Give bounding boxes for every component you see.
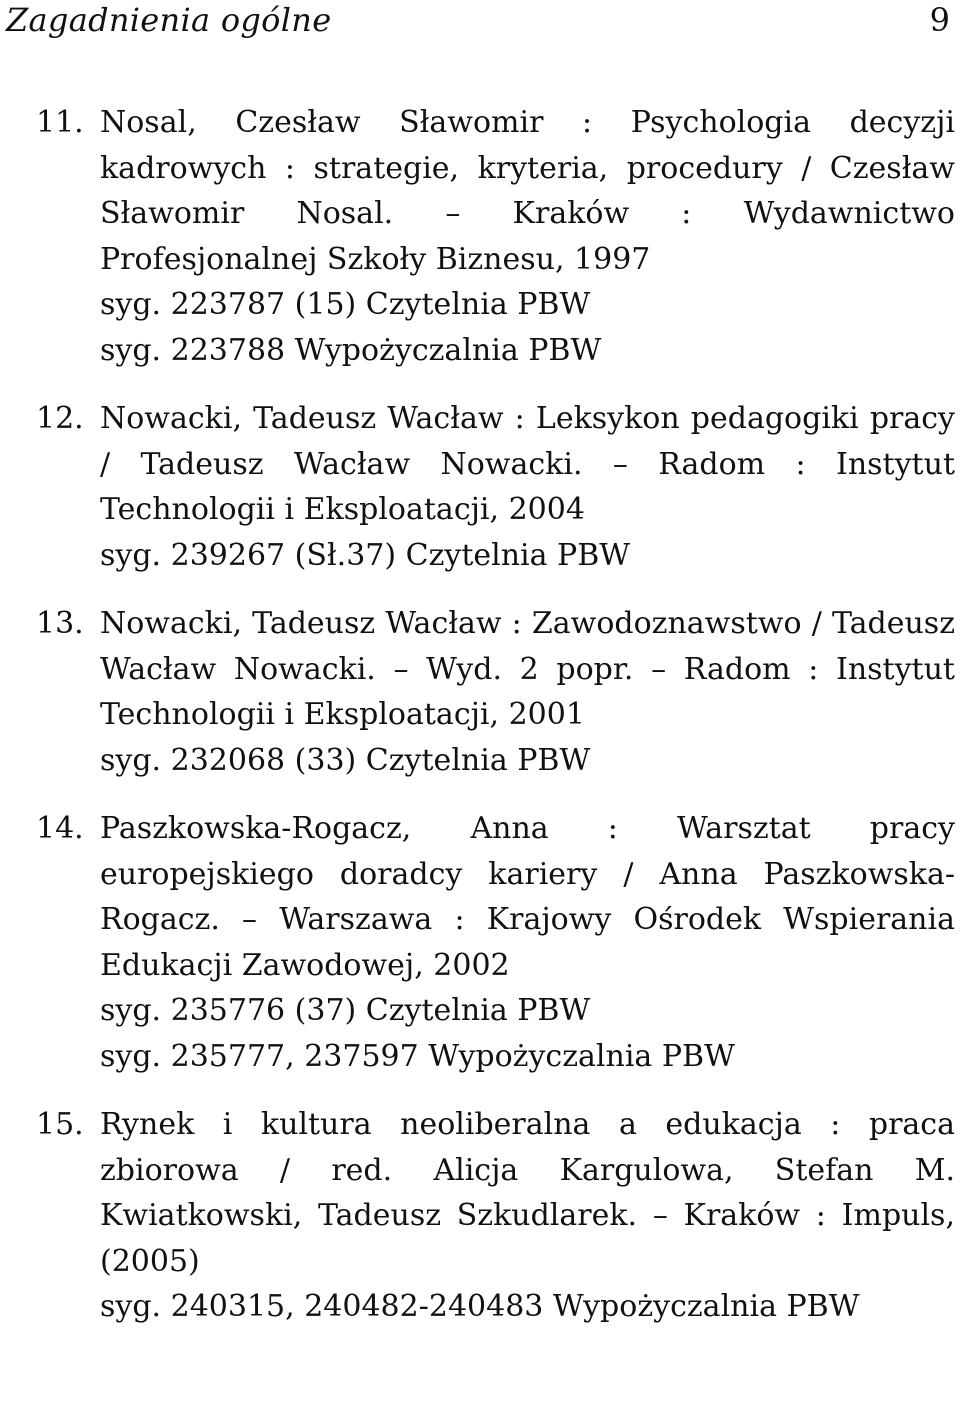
chapter-title: Zagadnienia ogólne	[6, 1, 332, 39]
entry-description: Nowacki, Tadeusz Wacław : Zawodoznawstwo / Tadeusz Wacław Nowacki. – Wyd. 2 popr. – Radom : Instytut Technologii i Eksploatacji, 2001	[100, 606, 955, 732]
call-number: syg. 232068 (33) Czytelnia PBW	[100, 742, 591, 778]
bibliography-entry-12	[0, 396, 955, 578]
bibliography-entry-13	[0, 601, 955, 783]
entry-description: Paszkowska-Rogacz, Anna : Warsztat pracy europejskiego doradcy kariery / Anna Paszkowska-Rogacz. – Warszawa : Krajowy Ośrodek Wspierania Edukacji Zawodowej, 2002	[100, 811, 955, 983]
entry-number: 14.	[36, 811, 84, 846]
call-number: syg. 239267 (Sł.37) Czytelnia PBW	[100, 537, 631, 573]
call-number: syg. 223788 Wypożyczalnia PBW	[100, 332, 602, 368]
entry-number: 11.	[36, 105, 84, 140]
bibliography-list	[0, 100, 960, 1353]
entry-number: 15.	[36, 1107, 84, 1142]
call-number: syg. 223787 (15) Czytelnia PBW	[100, 287, 591, 322]
running-header	[6, 0, 950, 44]
bibliography-entry-14	[0, 806, 955, 1079]
page-number: 9	[929, 1, 950, 39]
call-number: syg. 235777, 237597 Wypożyczalnia PBW	[100, 1038, 735, 1074]
bibliography-entry-11	[0, 100, 955, 373]
call-number: syg. 240315, 240482-240483 Wypożyczalnia PBW	[100, 1289, 860, 1324]
entry-description: Nosal, Czesław Sławomir : Psychologia decyzji kadrowych : strategie, kryteria, procedury / Czesław Sławomir Nosal. – Kraków : Wydawnictwo Profesjonalnej Szkoły Biznesu, 1997	[100, 105, 955, 277]
entry-description: Nowacki, Tadeusz Wacław : Leksykon pedagogiki pracy / Tadeusz Wacław Nowacki. – Radom : Instytut Technologii i Eksploatacji, 2004	[100, 401, 955, 527]
entry-number: 13.	[36, 606, 84, 641]
entry-number: 12.	[36, 401, 84, 436]
entry-description: Rynek i kultura neoliberalna a edukacja : praca zbiorowa / red. Alicja Kargulowa, Stefan M. Kwiatkowski, Tadeusz Szkudlarek. – Kraków : Impuls, (2005)	[100, 1107, 955, 1279]
bibliography-entry-15	[0, 1102, 955, 1330]
call-number: syg. 235776 (37) Czytelnia PBW	[100, 993, 591, 1028]
